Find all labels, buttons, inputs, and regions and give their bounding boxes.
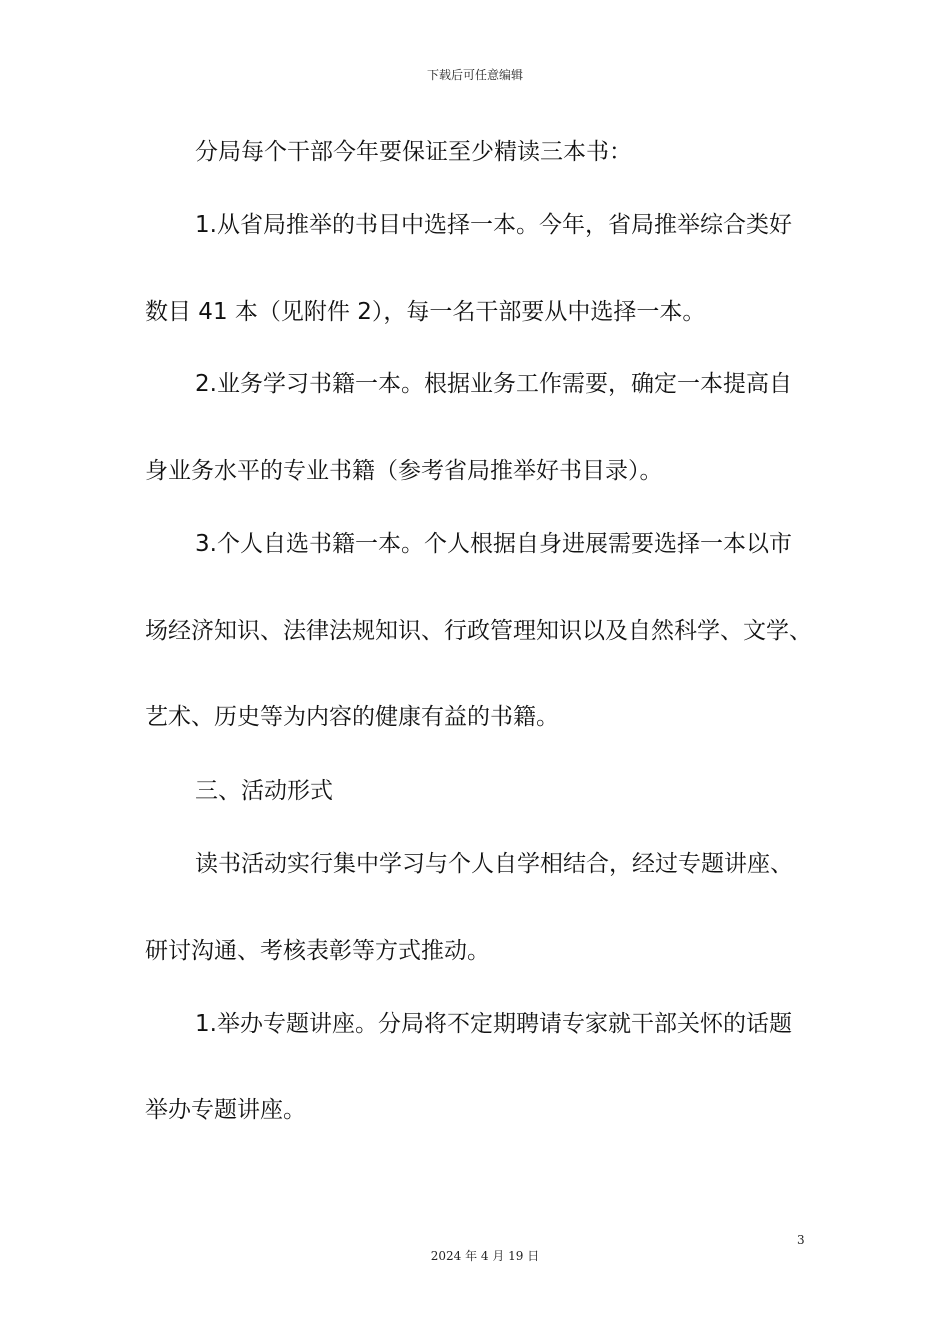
paragraph-line: 读书活动实行集中学习与个人自学相结合，经过专题讲座、 — [195, 851, 793, 877]
page-header: 下载后可任意编辑 — [426, 68, 523, 82]
paragraph-line: 身业务水平的专业书籍（参考省局推举好书目录）。 — [145, 458, 663, 484]
paragraph-line: 研讨沟通、考核表彰等方式推动。 — [145, 938, 490, 964]
paragraph-line: 艺术、历史等为内容的健康有益的书籍。 — [145, 704, 559, 730]
section-heading: 三、活动形式 — [195, 778, 333, 804]
paragraph-line: 1.举办专题讲座。分局将不定期聘请专家就干部关怀的话题 — [195, 1011, 792, 1037]
footer-date: 2024 年 4 月 19 日 — [430, 1249, 540, 1263]
paragraph-line: 1.从省局推举的书目中选择一本。今年，省局推举综合类好 — [195, 212, 792, 238]
paragraph-line: 数目 41 本（见附件 2），每一名干部要从中选择一本。 — [145, 299, 706, 325]
paragraph-line: 3.个人自选书籍一本。个人根据自身进展需要选择一本以市 — [195, 531, 792, 557]
paragraph-line: 场经济知识、法律法规知识、行政管理知识以及自然科学、文学、 — [145, 618, 812, 644]
paragraph-line: 分局每个干部今年要保证至少精读三本书： — [195, 139, 632, 165]
paragraph-line: 举办专题讲座。 — [145, 1097, 306, 1123]
paragraph-line: 2.业务学习书籍一本。根据业务工作需要，确定一本提高自 — [195, 371, 792, 397]
page-number: 3 — [797, 1233, 805, 1247]
